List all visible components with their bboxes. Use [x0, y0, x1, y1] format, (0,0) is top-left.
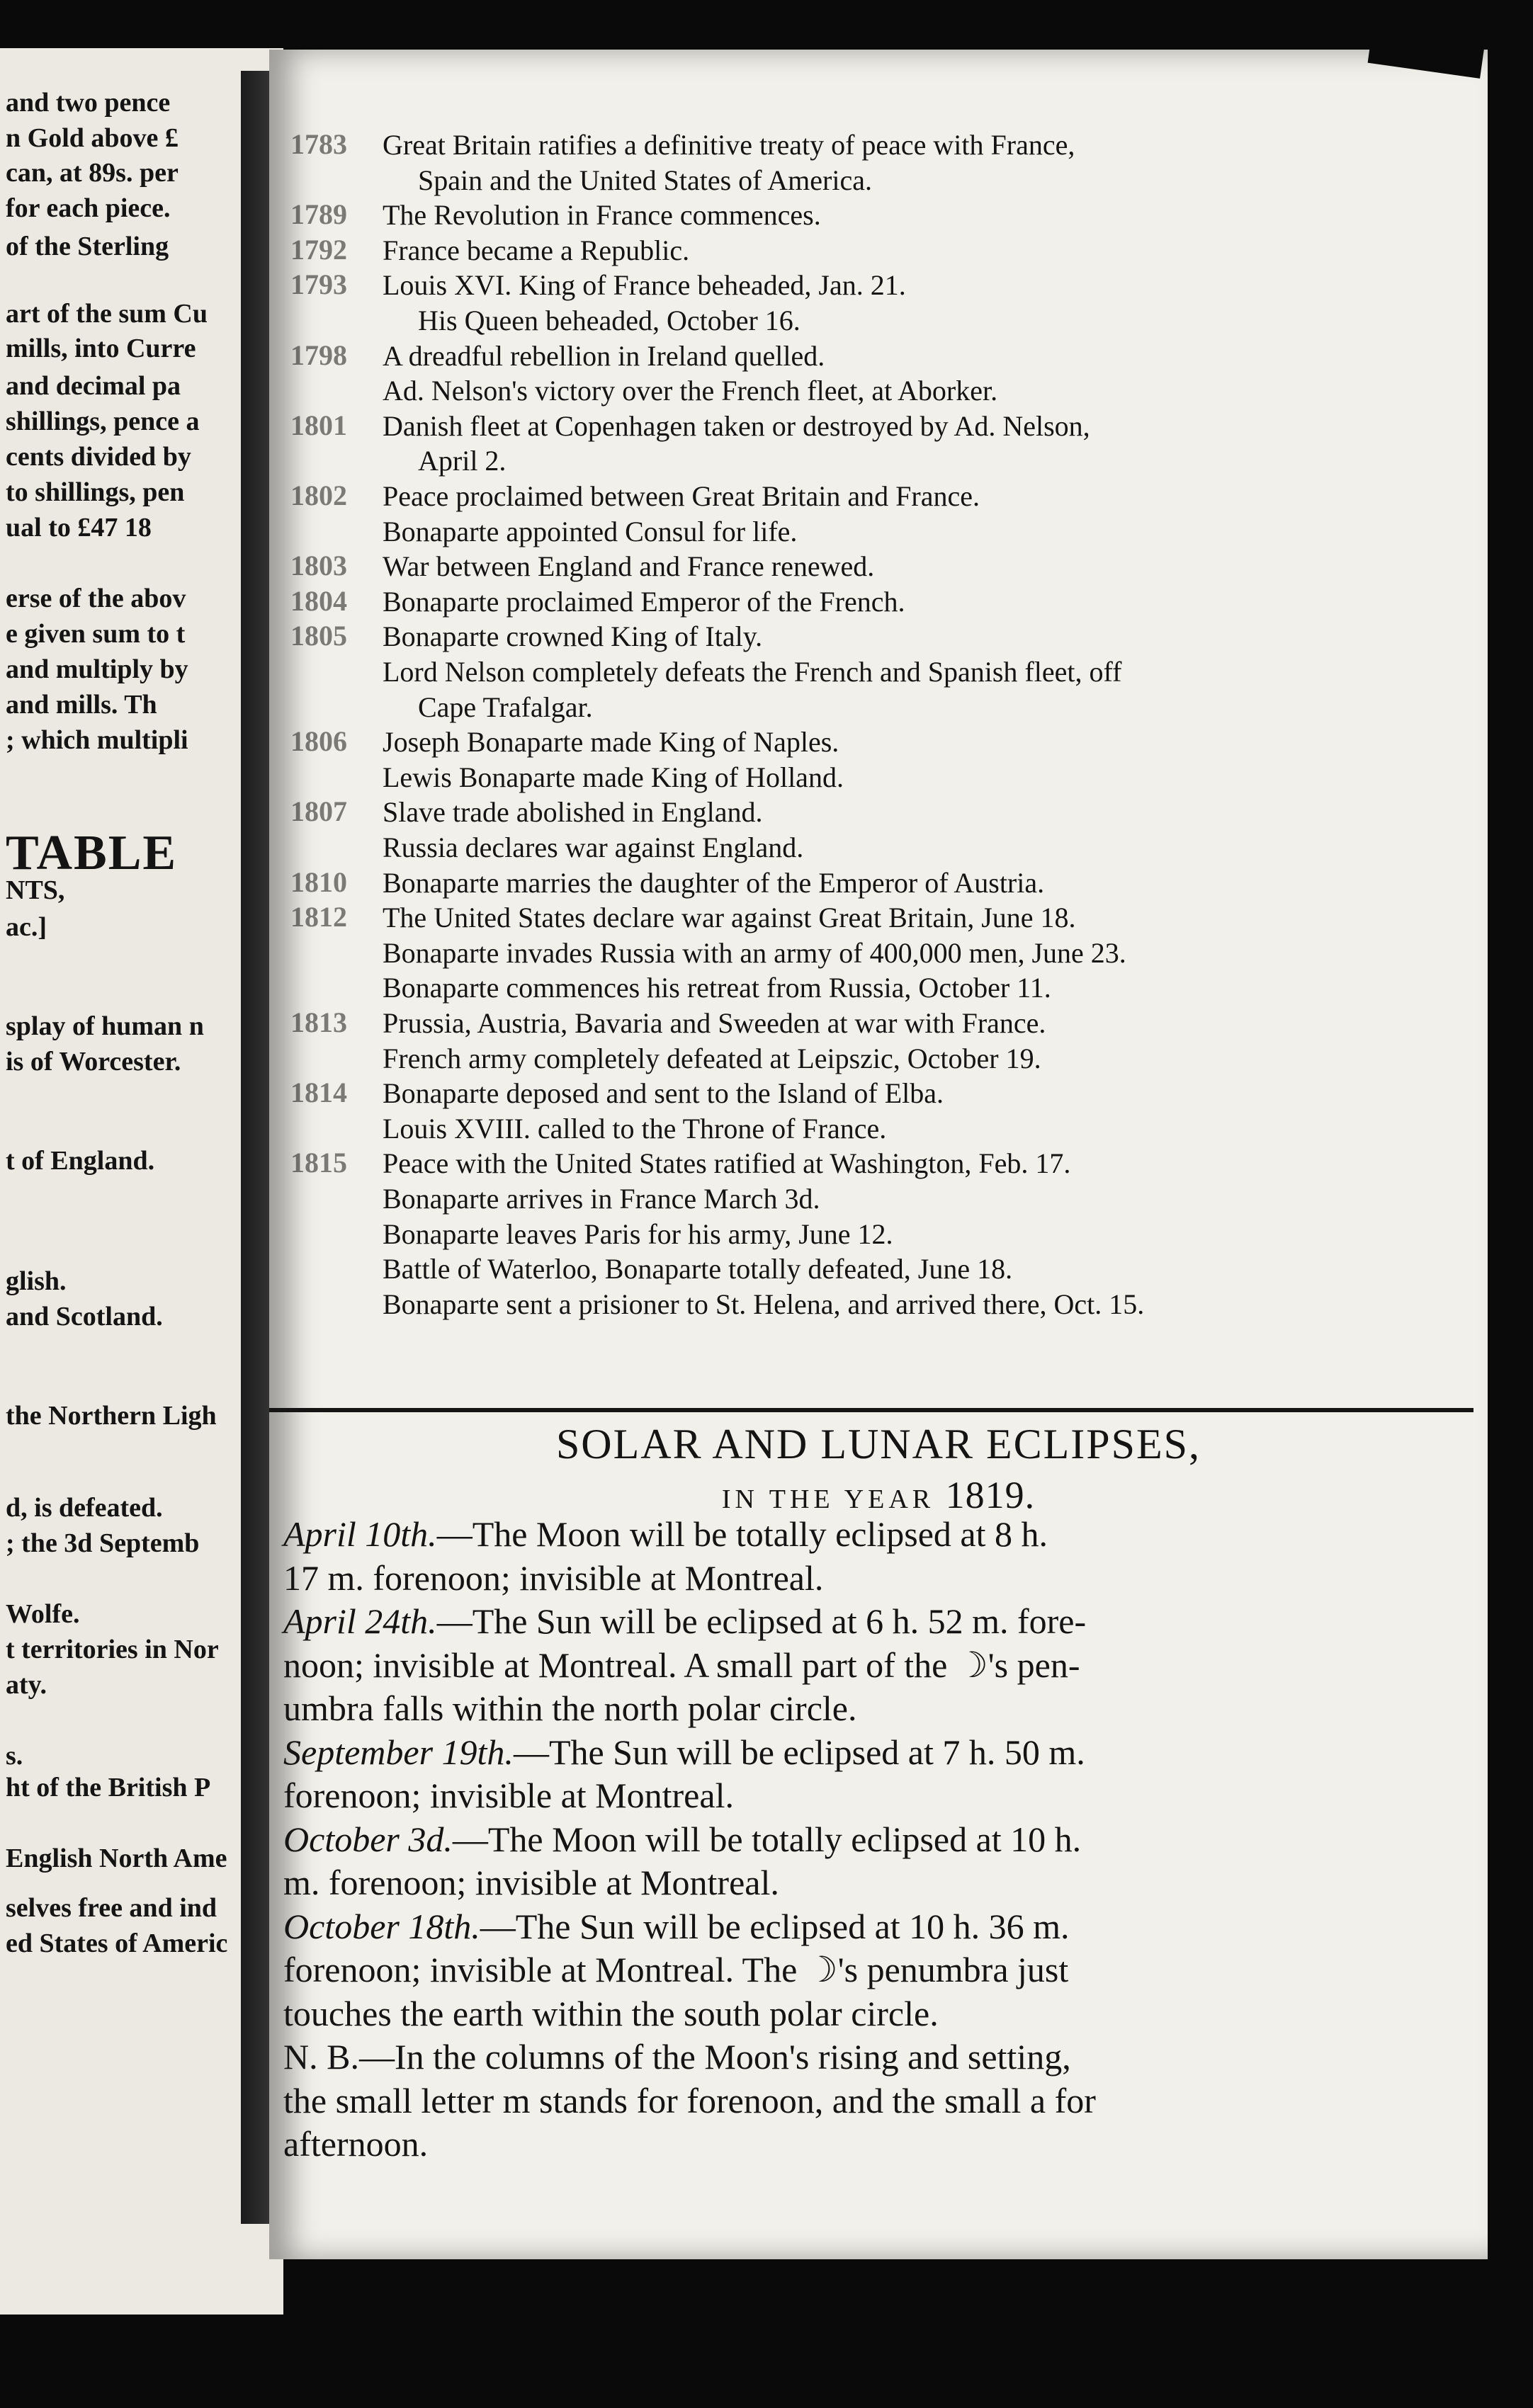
chronology-year: 1813	[290, 1006, 347, 1038]
chronology-event: Bonaparte deposed and sent to the Island of Elba.	[383, 1077, 944, 1110]
chronology-event: French army completely defeated at Leipszic, October 19.	[383, 1042, 1041, 1074]
chronology-year: 1789	[290, 198, 347, 231]
left-page-text-fragment: and multiply by	[6, 654, 188, 684]
chronology-row	[269, 936, 1488, 971]
eclipse-description: —The Sun will be eclipsed at 10 h. 36 m.	[480, 1906, 1070, 1946]
chronology-event: Great Britain ratifies a definitive treaty of peace with France,	[383, 129, 1075, 161]
chronology-row	[269, 1041, 1488, 1077]
eclipse-description: forenoon; invisible at Montreal.	[283, 1776, 734, 1815]
chronology-row	[269, 584, 1488, 620]
eclipse-description: forenoon; invisible at Montreal. The ☽'s penumbra just	[283, 1950, 1069, 1989]
left-page-text-fragment: erse of the abov	[6, 584, 186, 613]
chronology-year: 1815	[290, 1147, 347, 1179]
eclipse-line	[283, 1599, 1445, 1643]
eclipses-subtitle-label: IN THE YEAR	[721, 1484, 935, 1514]
left-page-text-fragment: ac.]	[6, 912, 47, 942]
chronology-row	[269, 268, 1488, 303]
eclipse-description: —The Moon will be totally eclipsed at 10 h.	[452, 1819, 1082, 1859]
left-page-text-fragment: ht of the British P	[6, 1773, 211, 1802]
chronology-year: 1802	[290, 479, 347, 511]
chronology-event: Lord Nelson completely defeats the French and Spanish fleet, off	[383, 656, 1122, 688]
chronology-year: 1812	[290, 901, 347, 933]
chronology-row	[269, 409, 1488, 444]
chronology-row	[269, 198, 1488, 233]
eclipse-date: April 24th.	[283, 1601, 437, 1641]
eclipses-year: 1819.	[945, 1474, 1036, 1516]
chronology-row	[269, 479, 1488, 514]
chronology-row	[269, 619, 1488, 654]
chronology-event: Bonaparte proclaimed Emperor of the French.	[383, 585, 905, 618]
chronology-row	[269, 830, 1488, 865]
chronology-year: 1807	[290, 795, 347, 828]
chronology-row	[269, 1111, 1488, 1147]
chronology-row	[269, 339, 1488, 374]
left-page-text-fragment: of the Sterling	[6, 232, 169, 261]
left-page-text-fragment: t of England.	[6, 1146, 155, 1176]
left-page-text-fragment: TABLE	[6, 826, 178, 880]
chronology-event: Slave trade abolished in England.	[383, 796, 763, 829]
chronology-row	[269, 1076, 1488, 1111]
left-page-text-fragment: and Scotland.	[6, 1302, 163, 1331]
left-page-text-fragment: can, at 89s. per	[6, 158, 179, 188]
left-page-text-fragment: cents divided by	[6, 442, 191, 472]
eclipse-description: umbra falls within the north polar circle.	[283, 1688, 857, 1728]
left-page-text-fragment: and mills. Th	[6, 690, 157, 720]
chronology-event: Bonaparte marries the daughter of the Emperor of Austria.	[383, 866, 1045, 899]
chronology-year: 1792	[290, 233, 347, 266]
chronology-event: Bonaparte crowned King of Italy.	[383, 620, 763, 653]
left-page-text-fragment: for each piece.	[6, 193, 171, 223]
chronology-event: Russia declares war against England.	[383, 831, 804, 863]
eclipse-line	[283, 1817, 1445, 1861]
left-page-text-fragment: ual to £47 18	[6, 513, 152, 543]
eclipse-line	[283, 1904, 1445, 1948]
chronology-event: Louis XVIII. called to the Throne of France.	[383, 1112, 887, 1145]
chronology-row	[269, 303, 1488, 339]
eclipse-date: October 3d.	[283, 1819, 453, 1859]
left-page-text-fragment: ; the 3d Septemb	[6, 1528, 200, 1558]
chronology-event: Spain and the United States of America.	[418, 164, 872, 196]
eclipses-subtitle	[269, 1473, 1488, 1517]
chronology-event: Ad. Nelson's victory over the French fleet, at Aborker.	[383, 375, 998, 407]
chronology-event: Bonaparte leaves Paris for his army, June 12.	[383, 1217, 893, 1250]
eclipse-description: the small letter m stands for forenoon, and the small a for	[283, 2080, 1096, 2120]
chronology-event: France became a Republic.	[383, 234, 690, 266]
chronology-row	[269, 690, 1488, 725]
chronology-row	[269, 970, 1488, 1006]
eclipse-description: m. forenoon; invisible at Montreal.	[283, 1863, 779, 1902]
chronology-year: 1803	[290, 550, 347, 582]
chronology-event: The Revolution in France commences.	[383, 199, 821, 232]
eclipse-line	[283, 1643, 1445, 1687]
chronology-event: Battle of Waterloo, Bonaparte totally defeated, June 18.	[383, 1253, 1013, 1285]
eclipse-line	[283, 1512, 1445, 1556]
eclipse-description: —The Sun will be eclipsed at 6 h. 52 m. fore-	[436, 1601, 1087, 1641]
chronology-row	[269, 900, 1488, 936]
left-page-text-fragment: and decimal pa	[6, 371, 181, 401]
chronology-event: Bonaparte commences his retreat from Russia, October 11.	[383, 972, 1051, 1004]
chronology-row	[269, 725, 1488, 760]
chronology-row	[269, 865, 1488, 901]
chronology-row	[269, 1287, 1488, 1322]
eclipse-description: afternoon.	[283, 2124, 429, 2164]
left-page-text-fragment: t territories in Nor	[6, 1635, 219, 1664]
eclipse-line	[283, 2079, 1445, 2123]
eclipse-line	[283, 1773, 1445, 1817]
eclipse-line	[283, 1686, 1445, 1730]
chronology-event: Bonaparte sent a prisioner to St. Helena, and arrived there, Oct. 15.	[383, 1288, 1145, 1320]
left-page-text-fragment: s.	[6, 1741, 23, 1771]
chronology-year: 1814	[290, 1077, 347, 1109]
eclipse-line	[283, 1861, 1445, 1904]
chronology-event: Peace proclaimed between Great Britain and France.	[383, 480, 980, 512]
chronology-row	[269, 163, 1488, 198]
chronology-row	[269, 549, 1488, 584]
chronology-row	[269, 1146, 1488, 1181]
left-page-text-fragment: selves free and ind	[6, 1893, 217, 1923]
eclipse-description: touches the earth within the south polar circle.	[283, 1993, 939, 2033]
left-page-text-fragment: English North Ame	[6, 1844, 227, 1873]
left-page-text-fragment: the Northern Ligh	[6, 1401, 217, 1431]
left-page-text-fragment: is of Worcester.	[6, 1047, 181, 1077]
eclipse-line	[283, 1556, 1445, 1600]
chronology-year: 1810	[290, 865, 347, 898]
chronology-event: Danish fleet at Copenhagen taken or destroyed by Ad. Nelson,	[383, 409, 1090, 442]
eclipse-date: September 19th.	[283, 1732, 514, 1772]
left-page-text-fragment: ed States of Americ	[6, 1929, 228, 1958]
eclipse-line	[283, 1948, 1445, 1992]
eclipse-description: —The Sun will be eclipsed at 7 h. 50 m.	[513, 1732, 1085, 1772]
chronology-row	[269, 1251, 1488, 1287]
chronology-row	[269, 1181, 1488, 1217]
left-page-text-fragment: e given sum to t	[6, 619, 186, 649]
left-page-text-fragment: Wolfe.	[6, 1599, 80, 1629]
left-page-text-fragment: shillings, pence a	[6, 407, 200, 436]
chronology-event: Peace with the United States ratified at Washington, Feb. 17.	[383, 1147, 1071, 1180]
left-page-text-fragment: glish.	[6, 1266, 67, 1296]
eclipse-line	[283, 1730, 1445, 1774]
eclipses-title: SOLAR AND LUNAR ECLIPSES,	[555, 1421, 1201, 1467]
chronology-year: 1793	[290, 268, 347, 301]
chronology-row	[269, 127, 1488, 163]
left-page-text-fragment: d, is defeated.	[6, 1493, 163, 1523]
chronology-event: His Queen beheaded, October 16.	[418, 305, 801, 336]
eclipse-line	[283, 2035, 1445, 2079]
chronology-event: War between England and France renewed.	[383, 550, 875, 583]
chronology-event: Lewis Bonaparte made King of Holland.	[383, 761, 844, 793]
chronology-row	[269, 795, 1488, 830]
eclipse-line	[283, 2122, 1445, 2166]
chronology-row	[269, 760, 1488, 795]
chronology-event: Bonaparte arrives in France March 3d.	[383, 1183, 820, 1215]
section-divider	[269, 1408, 1473, 1412]
left-page-text-fragment: splay of human n	[6, 1011, 204, 1041]
eclipse-description: 17 m. forenoon; invisible at Montreal.	[283, 1557, 824, 1598]
left-page-text-fragment: ; which multipli	[6, 725, 188, 755]
eclipse-description: N. B.—In the columns of the Moon's rising and setting,	[283, 2037, 1071, 2077]
eclipse-line	[283, 1992, 1445, 2035]
chronology-row	[269, 1217, 1488, 1252]
eclipse-date: April 10th.	[283, 1514, 437, 1554]
chronology-event: Bonaparte invades Russia with an army of 400,000 men, June 23.	[383, 936, 1126, 969]
eclipse-date: October 18th.	[283, 1906, 480, 1946]
left-page-text-fragment: aty.	[6, 1670, 47, 1700]
chronology-event: The United States declare war against Great Britain, June 18.	[383, 902, 1076, 934]
chronology-event: Joseph Bonaparte made King of Naples.	[383, 726, 839, 759]
chronology-event: Louis XVI. King of France beheaded, Jan. 21.	[383, 269, 906, 302]
chronology-year: 1805	[290, 620, 347, 652]
left-page-text-fragment: NTS,	[6, 875, 65, 905]
right-page	[269, 50, 1488, 2259]
left-page-text-fragment: to shillings, pen	[6, 477, 185, 507]
chronology-row	[269, 373, 1488, 409]
chronology-row	[269, 654, 1488, 690]
chronology-year: 1801	[290, 409, 347, 441]
chronology-event: April 2.	[418, 445, 507, 477]
left-page-text-fragment: mills, into Curre	[6, 334, 196, 363]
eclipse-description: noon; invisible at Montreal. A small part of the ☽'s pen-	[283, 1645, 1080, 1685]
chronology-row	[269, 1006, 1488, 1041]
chronology-event: Prussia, Austria, Bavaria and Sweeden at war with France.	[383, 1007, 1046, 1039]
chronology-year: 1783	[290, 128, 347, 160]
left-page-text-fragment: art of the sum Cu	[6, 299, 208, 329]
left-page-text-fragment: and two pence	[6, 88, 171, 118]
eclipse-description: —The Moon will be totally eclipsed at 8 h.	[436, 1514, 1048, 1554]
chronology-event: A dreadful rebellion in Ireland quelled.	[383, 339, 825, 372]
chronology-event: Cape Trafalgar.	[418, 691, 593, 723]
chronology-row	[269, 514, 1488, 550]
chronology-row	[269, 443, 1488, 479]
chronology-year: 1804	[290, 584, 347, 617]
chronology-event: Bonaparte appointed Consul for life.	[383, 515, 798, 547]
left-page-text-fragment: n Gold above £	[6, 123, 179, 153]
chronology-year: 1806	[290, 725, 347, 758]
chronology-row	[269, 233, 1488, 268]
chronology-year: 1798	[290, 339, 347, 371]
